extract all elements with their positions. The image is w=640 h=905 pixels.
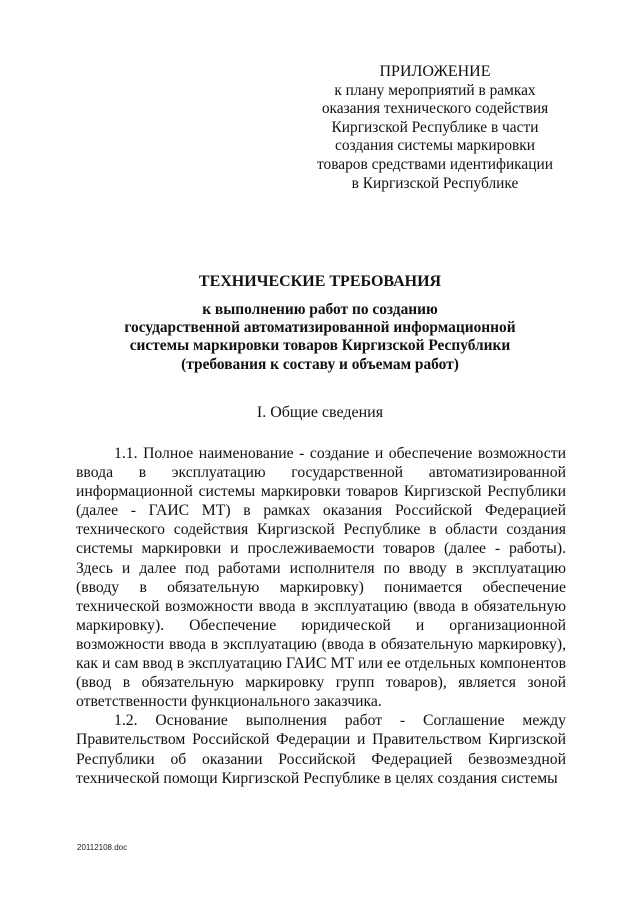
paragraph-1-2 xyxy=(76,711,566,787)
paragraph-text: Полное наименование - создание и обеспечение возможности ввода в эксплуатацию государственной автоматизированной информационной системы маркировки товаров Киргизской Республики (далее - ГАИС МТ) в рамках оказания Российской Федерацией технического содействия Киргизской Республике в области создания системы маркировки и прослеживаемости товаров (далее - работы). Здесь и далее под работами исполнителя по вводу в эксплуатацию (вводу в обязательную маркировку) понимается обеспечение технической возможности ввода в эксплуатацию (ввода в обязательную маркировку). Обеспечение юридической и организационной возможности ввода в эксплуатацию (ввода в обязательную маркировку), как и сам ввод в эксплуатацию ГАИС МТ или ее отдельных компонентов (ввод в обязательную маркировку групп товаров), является зоной ответственности функционального заказчика. xyxy=(76,445,567,711)
paragraph-number: 1.1. xyxy=(114,445,138,462)
document-title-block xyxy=(60,272,580,374)
document-body xyxy=(76,444,566,788)
document-subtitle-line: государственной автоматизированной информационной xyxy=(124,319,516,337)
appendix-header xyxy=(300,63,570,193)
appendix-line: Киргизской Республике в части xyxy=(331,118,539,136)
document-subtitle-line: системы маркировки товаров Киргизской Республики xyxy=(129,337,511,355)
appendix-line: в Киргизской Республике xyxy=(351,174,519,192)
document-title: ТЕХНИЧЕСКИЕ ТРЕБОВАНИЯ xyxy=(198,273,442,290)
appendix-line: товаров средствами идентификации xyxy=(317,155,553,173)
appendix-title: ПРИЛОЖЕНИЕ xyxy=(379,63,491,80)
appendix-line: создания системы маркировки xyxy=(334,137,536,155)
section-heading: I. Общие сведения xyxy=(256,404,384,421)
paragraph-text: Основание выполнения работ - Соглашение между Правительством Российской Федерации и Правительством Киргизской Республики об оказании Российской Федерацией безвозмездной технической помощи Киргизской Республике в целях создания системы xyxy=(76,712,566,787)
appendix-line: оказания технического содействия xyxy=(321,100,549,118)
document-subtitle-line: к выполнению работ по созданию xyxy=(202,301,438,318)
footer-filename: 20112108.doc xyxy=(77,843,128,852)
paragraph-1-1 xyxy=(76,444,566,711)
document-subtitle-line: (требования к составу и объемам работ) xyxy=(181,355,459,373)
appendix-line: к плану мероприятий в рамках xyxy=(334,81,536,99)
paragraph-number: 1.2. xyxy=(114,712,138,730)
